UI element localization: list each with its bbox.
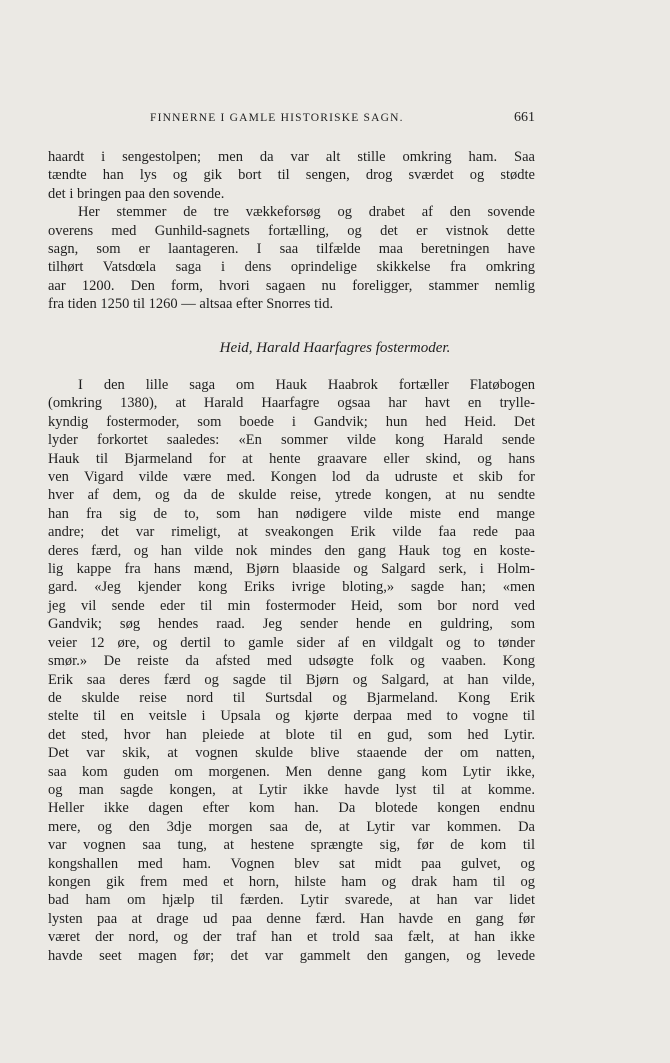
text-line: Heller ikke dagen efter kom han. Da blotede kongen endnu bbox=[48, 800, 535, 817]
text-line: kongshallen med ham. Vognen blev sat midt paa gulvet, og bbox=[48, 855, 535, 872]
text-line: det i bringen paa den sovende. bbox=[48, 185, 225, 202]
text-line: jeg vil sende eder til min fostermoder Heid, som bor nord ved bbox=[48, 597, 535, 614]
text-line: kongen gik frem med et horn, hilste ham og drak ham til og bbox=[48, 873, 535, 890]
text-line: aar 1200. Den form, hvori sagaen nu foreligger, stammer nemlig bbox=[48, 277, 535, 294]
text-line: Hauk til Bjarmeland for at hente graavare eller skind, og hans bbox=[48, 450, 535, 467]
text-line: lyder forkortet saaledes: «En sommer vilde kong Harald sende bbox=[48, 432, 535, 449]
text-line: andre; det var rimeligt, at sveakongen Erik vilde faa rede paa bbox=[48, 524, 535, 541]
text-line: lysten paa at drage ud paa denne færd. Han havde en gang før bbox=[48, 910, 535, 927]
text-line: Erik saa deres færd og sagde til Bjørn og Salgard, at han vilde, bbox=[48, 671, 535, 688]
text-line: veier 12 øre, og dertil to gamle sider af en vildgalt og to tønder bbox=[48, 634, 535, 651]
text-line: deres færd, og han vilde nok mindes den gang Hauk tog en koste- bbox=[48, 542, 535, 559]
text-line: de skulde reise nord til Surtsdal og Bjarmeland. Kong Erik bbox=[48, 689, 535, 706]
text-line: stelte til en veitsle i Upsala og kjørte derpaa med to vogne til bbox=[48, 708, 535, 725]
text-line: Her stemmer de tre vækkeforsøg og drabet af den sovende bbox=[78, 204, 535, 221]
story-paragraph bbox=[48, 376, 535, 965]
text-line: var vognen saa tung, at hestene sprængte sig, før de kom til bbox=[48, 837, 535, 854]
text-line: tilhørt Vatsdœla saga i dens oprindelige skikkelse fra omkring bbox=[48, 259, 535, 276]
text-line: fra tiden 1250 til 1260 — altsaa efter Snorres tid. bbox=[48, 296, 334, 313]
intro-paragraphs bbox=[48, 148, 535, 314]
text-line: tændte han lys og gik bort til sengen, drog sværdet og stødte bbox=[48, 167, 535, 184]
text-line: Gandvik; søg hendes raad. Jeg sender hende en guldring, som bbox=[48, 616, 535, 633]
text-line: saa kom guden om morgenen. Men denne gang kom Lytir ikke, bbox=[48, 763, 535, 780]
text-line: I den lille saga om Hauk Haabrok fortæller Flatøbogen bbox=[78, 377, 535, 393]
text-line: Det var skik, at vognen skulde blive staaende der om natten, bbox=[48, 745, 535, 762]
text-line: overens med Gunhild-sagnets fortælling, og det er vistnok dette bbox=[48, 222, 535, 239]
text-line: mere, og den 3dje morgen saa de, at Lytir var kommen. Da bbox=[48, 818, 535, 835]
text-line: smør.» De reiste da afsted med udsøgte folk og vaaben. Kong bbox=[48, 653, 535, 670]
text-line: ven Vigard vilde være med. Kongen lod da udruste et skib for bbox=[48, 469, 535, 486]
text-line: haardt i sengestolpen; men da var alt stille omkring ham. Saa bbox=[48, 149, 535, 165]
text-line: det sted, hvor han pleiede at blote til en gud, som hed Lytir. bbox=[48, 726, 535, 743]
text-line: kyndig fostermoder, som boede i Gandvik; hun hed Heid. Det bbox=[48, 413, 535, 430]
text-line: han fra sig de to, som han nødigere vilde miste end mange bbox=[48, 505, 535, 522]
text-line: bad ham om hjælp til færden. Lytir svarede, at han var lidet bbox=[48, 892, 535, 909]
text-line: lig kappe fra hans mænd, Bjørn blaaside og Salgard serk, i Holm- bbox=[48, 561, 535, 578]
text-line: sagn, som er laantageren. I saa tilfælde maa beretningen have bbox=[48, 241, 535, 258]
text-line: havde seet magen før; det var gammelt den gangen, og levede bbox=[48, 947, 535, 964]
text-line: gard. «Jeg kjender kong Eriks ivrige bloting,» sagde han; «men bbox=[48, 579, 535, 596]
running-title: FINNERNE I GAMLE HISTORISKE SAGN. bbox=[150, 112, 404, 124]
text-line: været der nord, og der traf han et trold saa fælt, at han ikke bbox=[48, 929, 535, 946]
text-line: hver af dem, og da de skulde reise, ytrede kongen, at nu sendte bbox=[48, 487, 535, 504]
text-line: og man sagde kongen, at Lytir ikke havde lyst til at komme. bbox=[48, 781, 535, 798]
text-line: (omkring 1380), at Harald Haarfagre ogsaa har havt en trylle- bbox=[48, 395, 535, 412]
page-number: 661 bbox=[514, 110, 535, 125]
section-title: Heid, Harald Haarfagres fostermoder. bbox=[219, 340, 451, 356]
